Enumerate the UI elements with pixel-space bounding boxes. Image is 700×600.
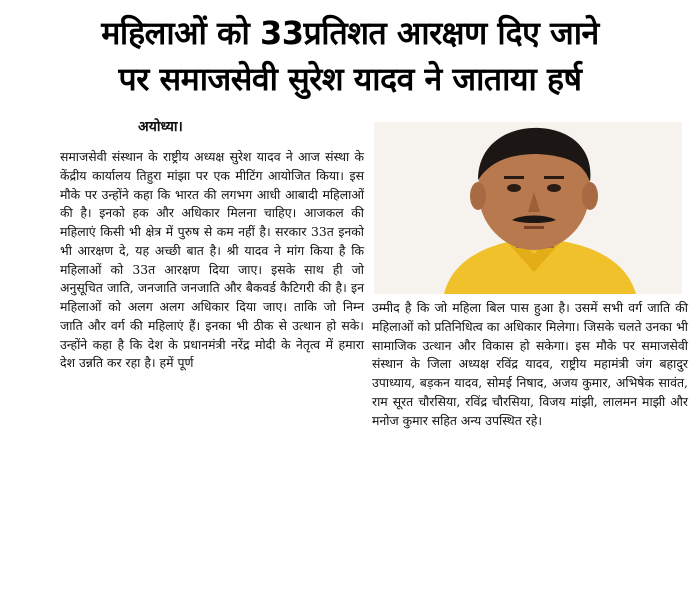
article-right-text: उम्मीद है कि जो महिला बिल पास हुआ है। उसमें सभी वर्ग जाति की महिलाओं को प्रतिनिधित्व का अधिकार मिलेगा। जिसके चलते उनका भी सामाजिक उत्थान और विकास हो सकेगा। इस मौके पर समाजसेवी संस्थान के जिला अध्यक्ष रविंद्र यादव, राष्ट्रीय महामंत्री जंग बहादुर उपाध्याय, बड़कन यादव, सोमई निषाद, अजय कुमार, अभिषेक सावंत, राम सूरत चौरसिया, रविंद्र चौरसिया, विजय मांझी, लालमन माझी और मनोज कुमार सहित अन्य उपस्थित रहे। [372, 300, 688, 428]
article-left-text: समाजसेवी संस्थान के राष्ट्रीय अध्यक्ष सुरेश यादव ने आज संस्था के केंद्रीय कार्यालय तिहुरा मांझा पर एक मीटिंग आयोजित किया। इस मौके पर उन्होंने कहा कि भारत की लगभग आधी आबादी महिलाओं की है। इनको हक और अधिकार मिलना चाहिए। आजकल की महिलाएं किसी भी क्षेत्र में पुरुष से कम नहीं है। सरकार 33त इनको भी आरक्षण दे, यह अच्छी बात है। श्री यादव ने मांग किया है कि महिलाओं को 33त आरक्षण दिया जाए। इसके साथ ही जो अनुसूचित जाति, जनजाति जनजाति और बैकवर्ड कैटिगरी की है। इन महिलाओं को अलग अलग अधिकार दिया जाए। ताकि जो निम्न जाति और वर्ग की महिलाएं हैं। इनका भी ठीक से उत्थान हो सके। उन्होंने कहा है कि देश के प्रधानमंत्री नरेंद्र मोदी के नेतृत्व में हमारा देश उन्नति कर रहा है। हमें पूर्ण [60, 149, 364, 371]
dateline: अयोध्या। [138, 119, 183, 135]
headline [18, 10, 682, 102]
person-photo [374, 122, 682, 294]
headline-line-1: महिलाओं को 33प्रतिशत आरक्षण दिए जाने [101, 14, 599, 52]
person-portrait-icon [374, 122, 682, 294]
headline-line-2: पर समाजसेवी सुरेश यादव ने जाताया हर्ष [118, 60, 582, 98]
article-right-column [372, 299, 688, 430]
article-left-column [60, 148, 364, 373]
